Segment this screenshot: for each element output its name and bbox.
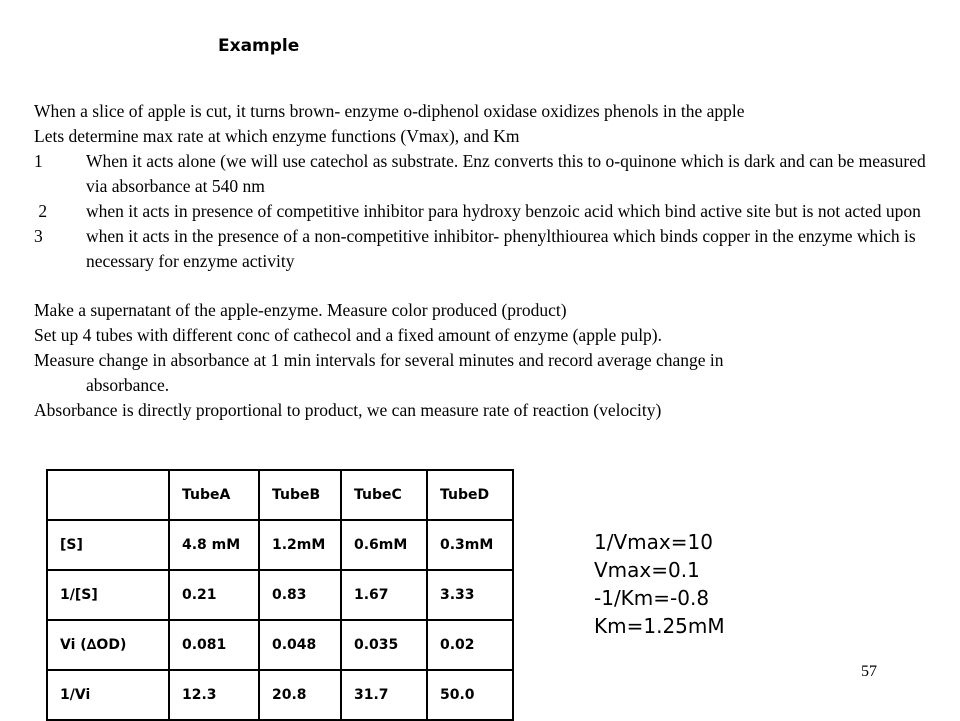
table-row-label: 1/Vi bbox=[47, 670, 169, 720]
procedure-line: Make a supernatant of the apple-enzyme. Measure color produced (product) bbox=[34, 300, 567, 320]
list-item-number: 2 bbox=[34, 201, 48, 221]
procedure-line: Measure change in absorbance at 1 min intervals for several minutes and record average change in bbox=[34, 350, 724, 370]
intro-line: When a slice of apple is cut, it turns brown- enzyme o-diphenol oxidase oxidizes phenols in the apple bbox=[34, 101, 745, 121]
list-item-number: 3 bbox=[34, 226, 43, 246]
table-cell: 0.6mM bbox=[341, 520, 427, 570]
table-header-cell: TubeA bbox=[169, 470, 259, 520]
table-cell: 4.8 mM bbox=[169, 520, 259, 570]
table-cell: 31.7 bbox=[341, 670, 427, 720]
table-cell: 0.081 bbox=[169, 620, 259, 670]
table-row bbox=[47, 620, 513, 670]
procedure-line: Set up 4 tubes with different conc of cathecol and a fixed amount of enzyme (apple pulp). bbox=[34, 325, 663, 345]
body-text bbox=[34, 99, 934, 423]
table-row-label: Vi (∆OD) bbox=[47, 620, 169, 670]
table-cell: 12.3 bbox=[169, 670, 259, 720]
list-item-number: 1 bbox=[34, 151, 43, 171]
table-row bbox=[47, 570, 513, 620]
table-cell: 3.33 bbox=[427, 570, 513, 620]
paragraph-gap bbox=[34, 274, 934, 298]
slide-title: Example bbox=[218, 36, 300, 56]
table-cell: 0.02 bbox=[427, 620, 513, 670]
table-cell: 0.83 bbox=[259, 570, 341, 620]
table-row bbox=[47, 670, 513, 720]
table-cell: 0.048 bbox=[259, 620, 341, 670]
result-line: -1/Km=-0.8 bbox=[594, 586, 710, 610]
results-block bbox=[594, 528, 725, 640]
table-cell: 1.2mM bbox=[259, 520, 341, 570]
table-header-cell: TubeB bbox=[259, 470, 341, 520]
table-cell: 20.8 bbox=[259, 670, 341, 720]
table-row-label: 1/[S] bbox=[47, 570, 169, 620]
intro-line: Lets determine max rate at which enzyme functions (Vmax), and Km bbox=[34, 126, 520, 146]
table-header-cell: TubeD bbox=[427, 470, 513, 520]
list-item-text: When it acts alone (we will use catechol as substrate. Enz converts this to o-quinone which is dark and can be measured via absorbance at 540 nm bbox=[86, 151, 926, 196]
list-item bbox=[34, 199, 934, 224]
page-number: 57 bbox=[861, 663, 877, 680]
result-line: Km=1.25mM bbox=[594, 614, 725, 638]
procedure-line: Absorbance is directly proportional to product, we can measure rate of reaction (velocity) bbox=[34, 400, 662, 420]
list-item-text: when it acts in the presence of a non-competitive inhibitor- phenylthiourea which binds copper in the enzyme which is necessary for enzyme activity bbox=[86, 226, 916, 271]
list-item bbox=[34, 149, 934, 199]
result-line: Vmax=0.1 bbox=[594, 558, 700, 582]
list-item bbox=[34, 224, 934, 274]
table-header-row bbox=[47, 470, 513, 520]
table-cell: 0.3mM bbox=[427, 520, 513, 570]
table-cell: 50.0 bbox=[427, 670, 513, 720]
result-line: 1/Vmax=10 bbox=[594, 530, 713, 554]
table-row bbox=[47, 520, 513, 570]
table-cell: 0.21 bbox=[169, 570, 259, 620]
tube-data-table bbox=[46, 469, 514, 721]
table-row-label: [S] bbox=[47, 520, 169, 570]
table-cell: 0.035 bbox=[341, 620, 427, 670]
procedure-line: absorbance. bbox=[86, 375, 170, 395]
table-cell: 1.67 bbox=[341, 570, 427, 620]
table-header-cell: TubeC bbox=[341, 470, 427, 520]
list-item-text: when it acts in presence of competitive inhibitor para hydroxy benzoic acid which bind active site but is not acted upon bbox=[86, 201, 921, 221]
table-header-cell bbox=[47, 470, 169, 520]
